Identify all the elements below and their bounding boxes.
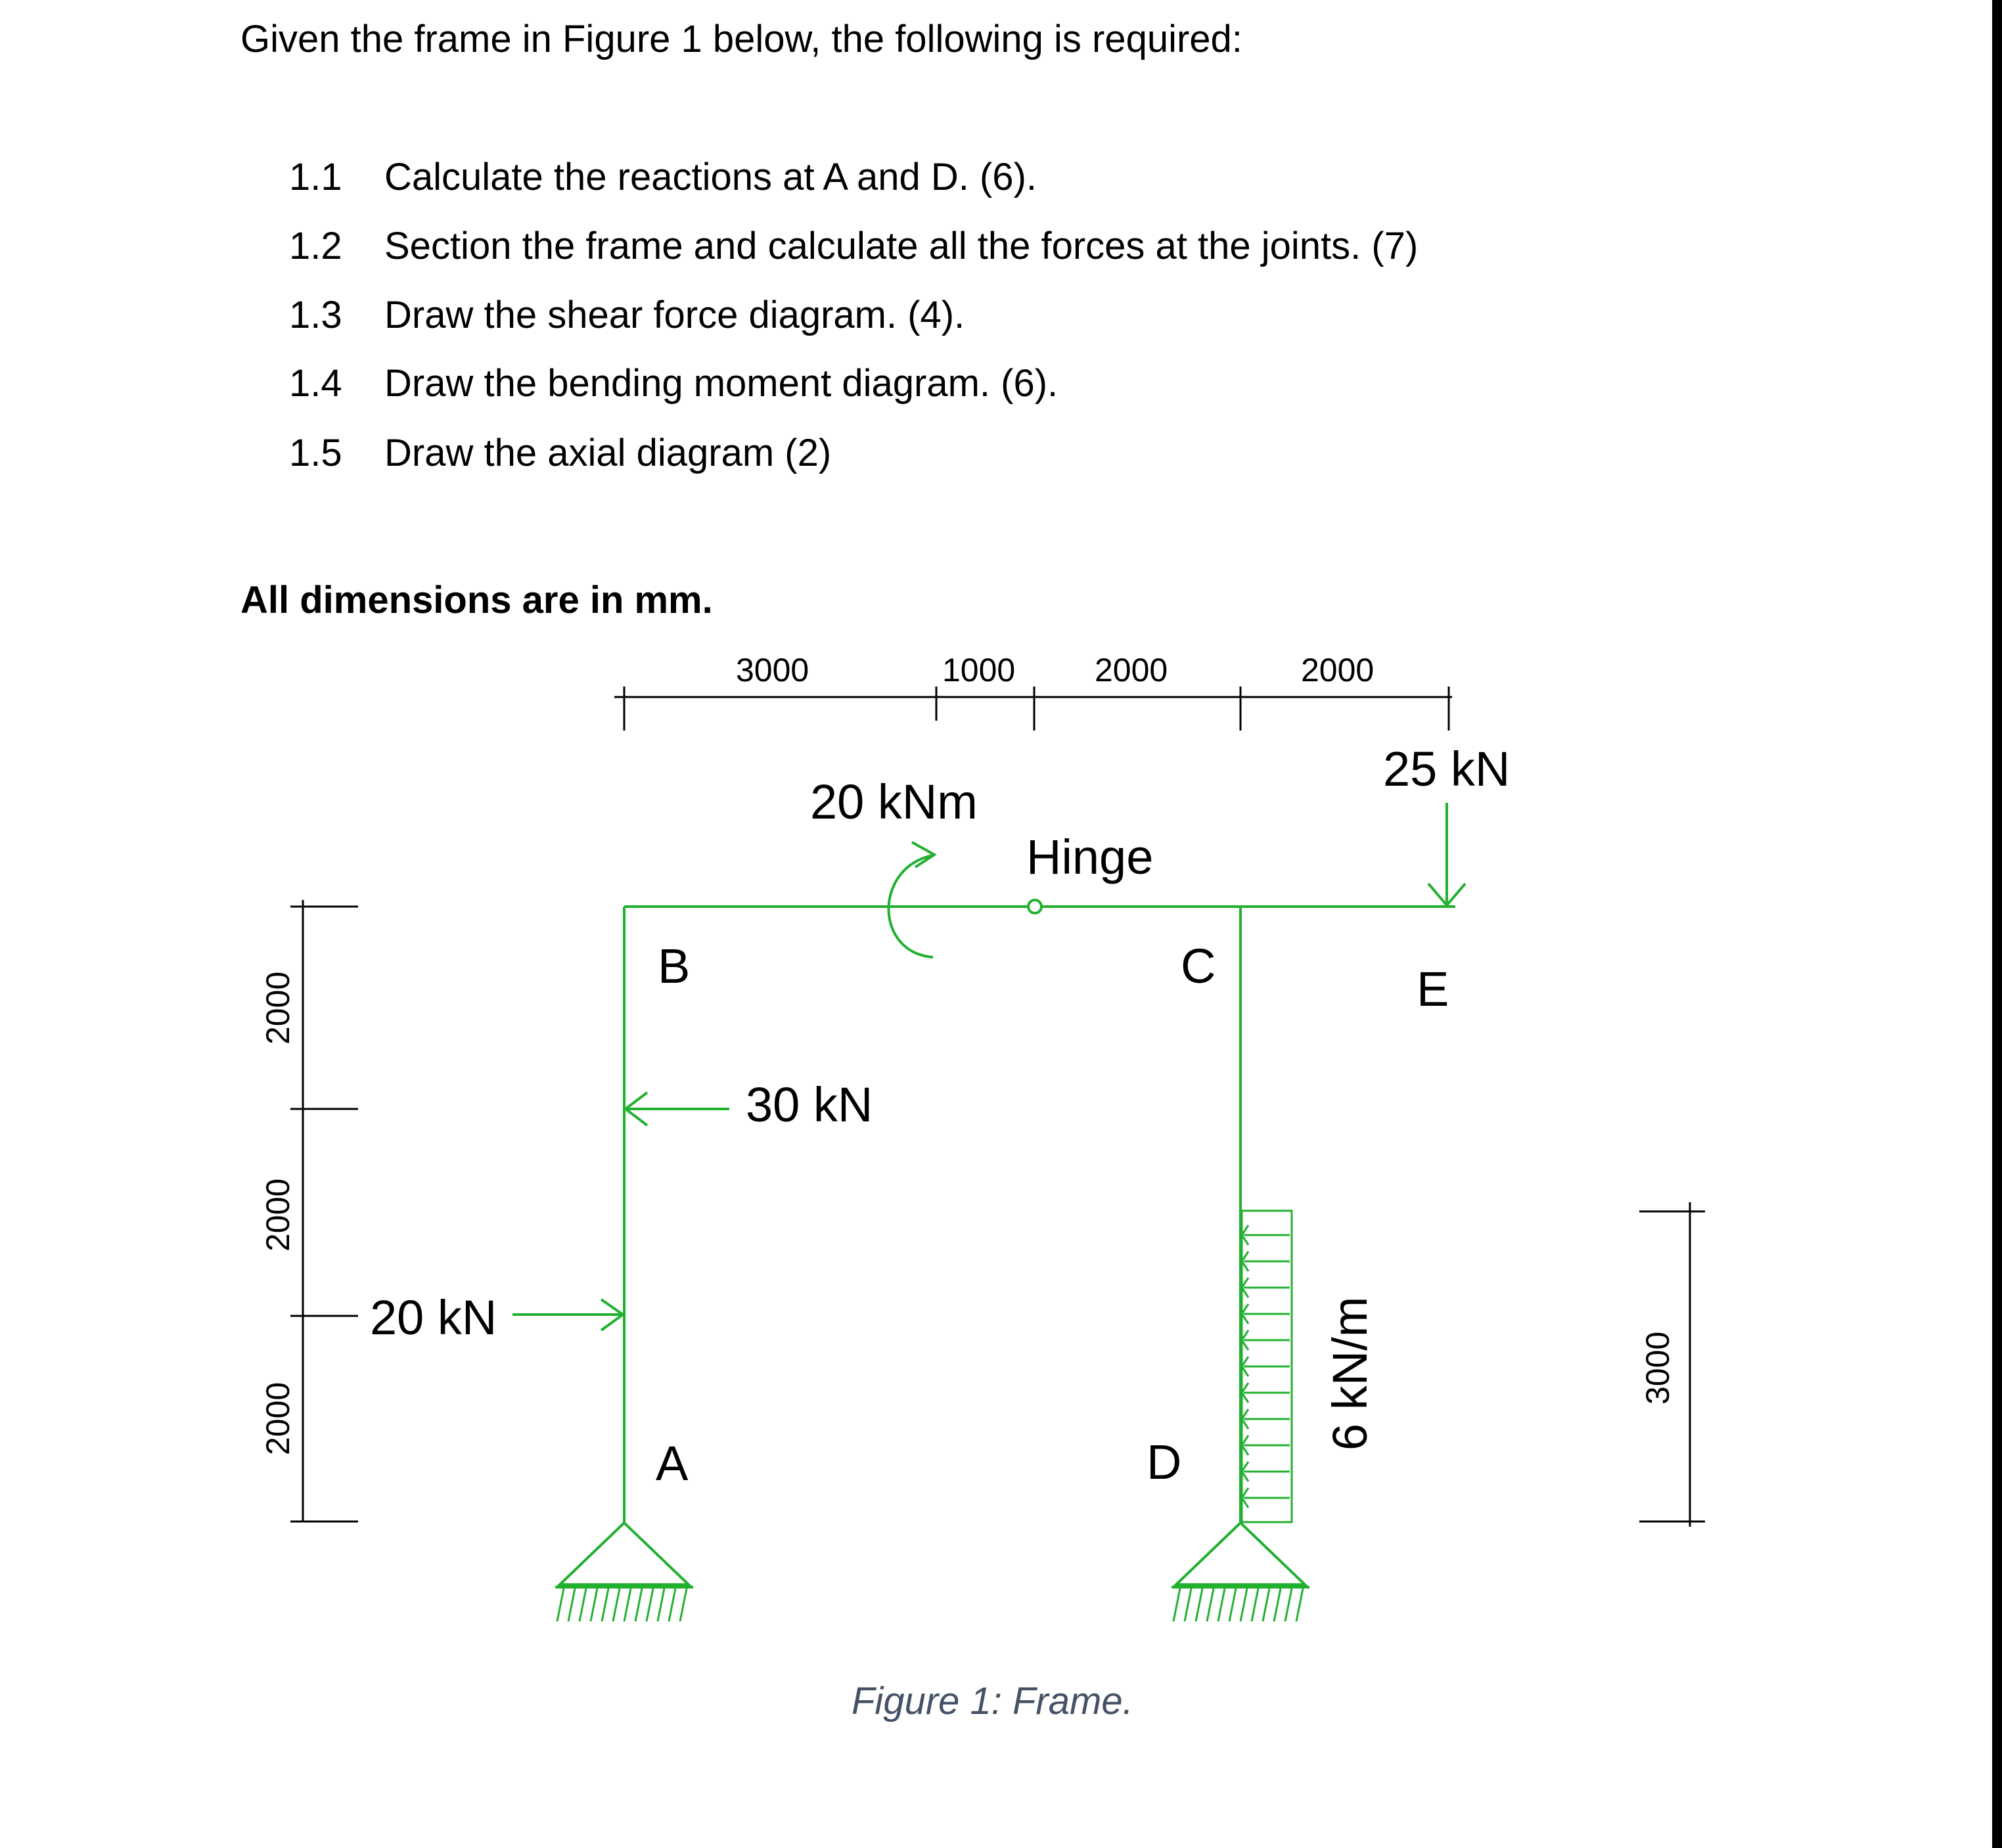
question-number: 1.3 <box>289 294 342 336</box>
left-dim-label: 2000 <box>260 1382 296 1455</box>
intro-text: Given the frame in Figure 1 below, the following is required: <box>240 18 1242 60</box>
moment-label: 20 kNm <box>810 775 978 829</box>
top-dim-label: 3000 <box>736 652 809 688</box>
top-dim-label: 2000 <box>1095 652 1168 688</box>
node-label-e: E <box>1417 962 1449 1016</box>
distributed-load-label: 6 kN/m <box>1323 1296 1377 1451</box>
right-dim-label: 3000 <box>1639 1331 1676 1405</box>
left-dimension-line <box>290 900 358 1521</box>
moment-arrow-icon <box>889 842 935 957</box>
node-label-d: D <box>1147 1435 1182 1489</box>
distributed-load-icon <box>1242 1211 1292 1522</box>
top-dim-label: 2000 <box>1301 652 1375 688</box>
point-load-20-label: 20 kN <box>370 1290 497 1345</box>
left-dim-label: 2000 <box>260 1178 296 1251</box>
node-label-a: A <box>656 1436 689 1491</box>
question-text: Calculate the reactions at A and D. (6). <box>384 156 1037 198</box>
left-dim-label: 2000 <box>260 971 296 1045</box>
dimensions-note: All dimensions are in mm. <box>240 579 713 621</box>
node-label-b: B <box>658 939 691 993</box>
question-text: Draw the bending moment diagram. (6). <box>384 362 1058 405</box>
point-load-e-arrow-icon <box>1428 803 1465 905</box>
question-number: 1.5 <box>289 432 342 474</box>
top-dimension-line <box>614 687 1452 731</box>
question-text: Draw the axial diagram (2) <box>384 432 832 474</box>
question-text: Section the frame and calculate all the forces at the joints. (7) <box>384 225 1419 267</box>
point-load-e-label: 25 kN <box>1383 742 1511 796</box>
pin-support-a-icon <box>555 1523 693 1621</box>
pin-support-d-icon <box>1172 1523 1309 1621</box>
point-load-30-arrow-icon <box>626 1093 729 1125</box>
point-load-20-arrow-icon <box>512 1299 623 1330</box>
question-number: 1.2 <box>289 225 342 267</box>
hinge-label: Hinge <box>1026 830 1154 884</box>
question-number: 1.4 <box>289 362 342 405</box>
node-label-c: C <box>1181 939 1216 993</box>
top-dim-label: 1000 <box>942 652 1016 688</box>
point-load-30-label: 30 kN <box>746 1077 873 1132</box>
figure-caption: Figure 1: Frame. <box>852 1680 1133 1723</box>
hinge-icon <box>1028 900 1041 913</box>
question-text: Draw the shear force diagram. (4). <box>384 294 965 336</box>
question-number: 1.1 <box>289 156 342 198</box>
